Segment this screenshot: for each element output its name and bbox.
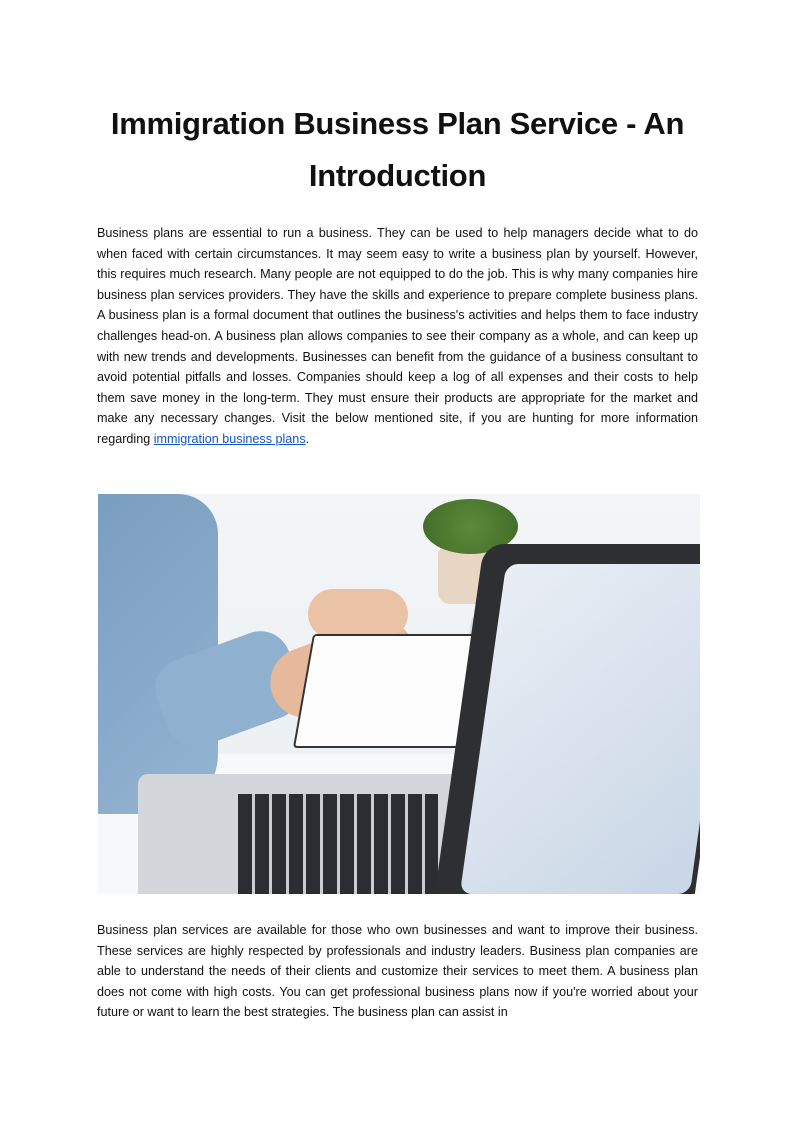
intro-text: Business plans are essential to run a business. They can be used to help managers decide what to do when faced with certain circumstances. It may seem easy to write a business plan by yourself. However, this requires much research. Many people are not equipped to do the job. This is why many companies hire business plan services providers. They have the skills and experience to prepare complete business plans. A business plan is a formal document that outlines the business's activities and helps them to face industry challenges head-on. A business plan allows companies to see their company as a whole, and can keep up with new trends and developments. Businesses can benefit from the guidance of a business consultant to avoid potential pitfalls and losses. Companies should keep a log of all expenses and their costs to help them save money in the long-term. They must ensure their products are appropriate for the market and make any necessary changes. Visit the below mentioned site, if you are hunting for more information regarding	[97, 226, 698, 446]
intro-end: .	[305, 431, 310, 446]
services-paragraph: Business plan services are available for those who own businesses and want to improve their business. These services are highly respected by professionals and industry leaders. Business plan companies are able to understand the needs of their clients and customize their services to meet them. A business plan does not come with high costs. You can get professional business plans now if you're worried about your future or want to learn the best strategies. The business plan can assist in	[97, 923, 698, 1020]
intro-paragraph	[97, 223, 698, 450]
page-title: Immigration Business Plan Service - An Introduction	[110, 106, 685, 193]
immigration-business-plans-link[interactable]: immigration business plans	[153, 431, 306, 446]
office-laptop-photo	[98, 494, 700, 894]
